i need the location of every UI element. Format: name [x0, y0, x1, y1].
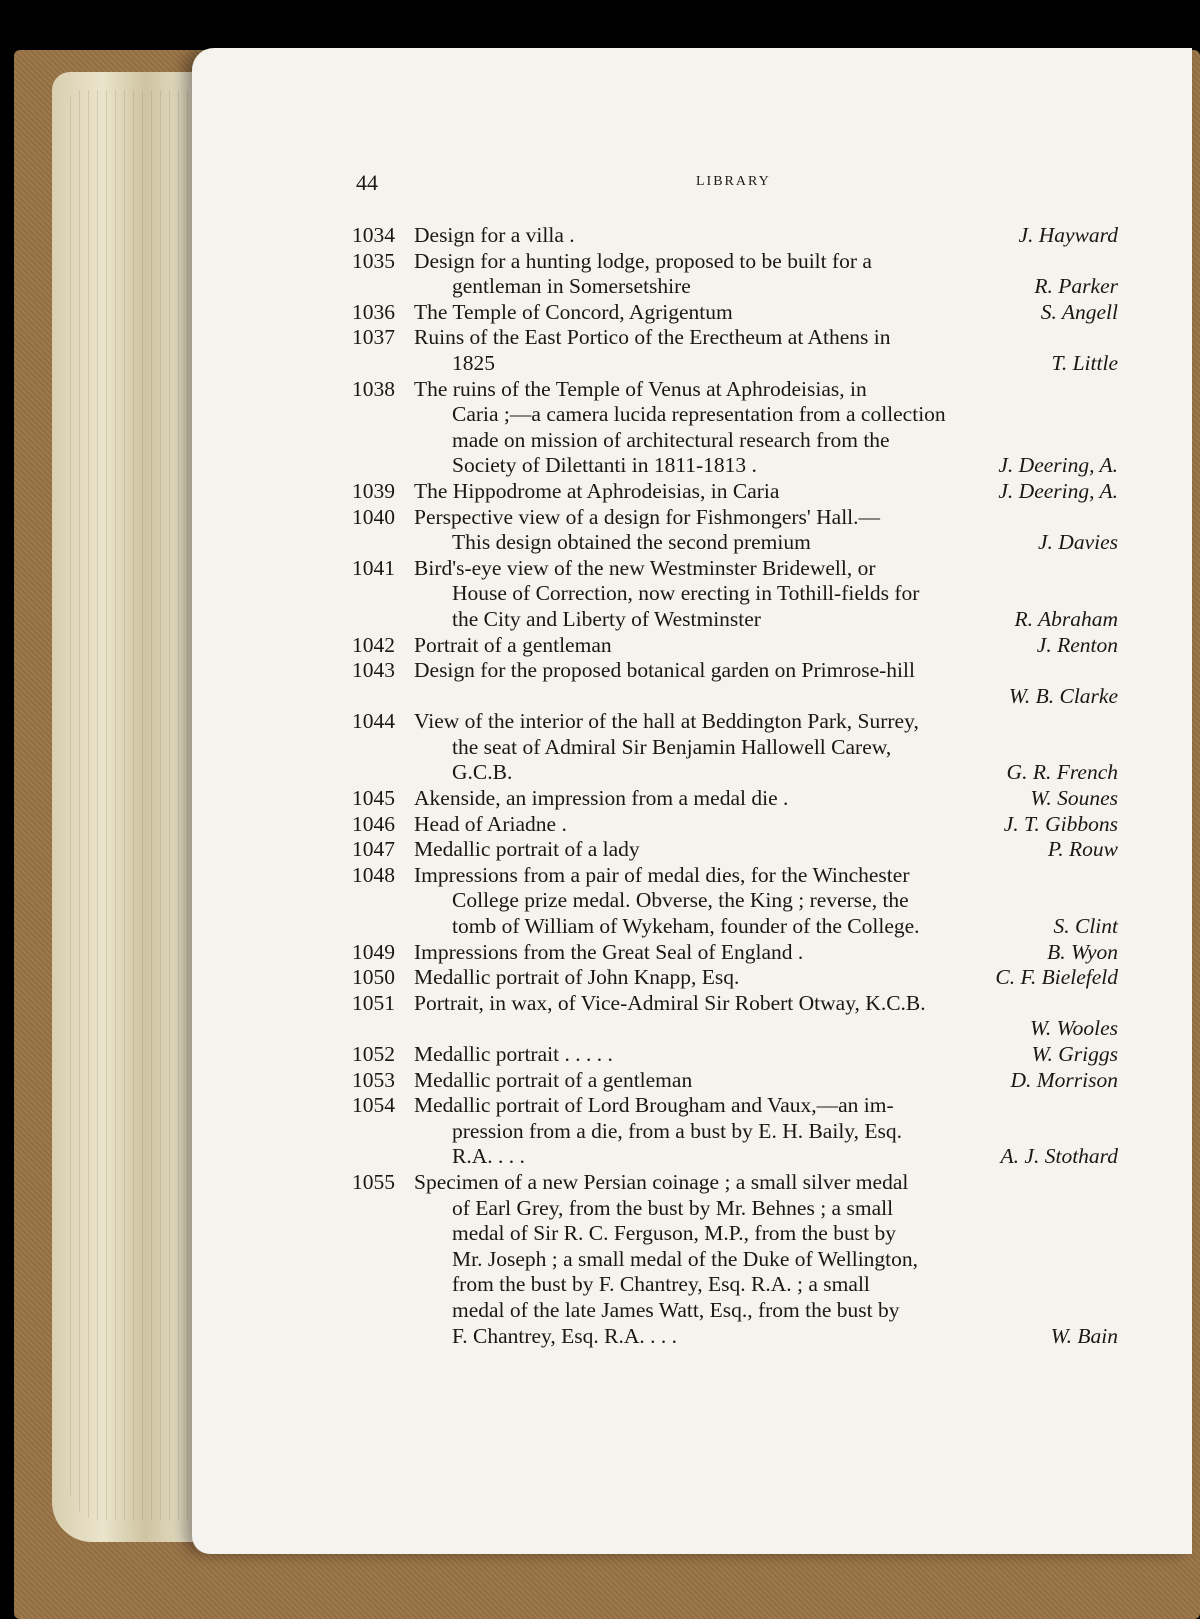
- entry-description: the seat of Admiral Sir Benjamin Hallowell Carew,: [452, 734, 892, 759]
- entry-artist: T. Little: [1051, 350, 1118, 375]
- entry-description: Caria ;—a camera lucida representation from a collection: [452, 402, 946, 427]
- entry-body: [414, 1170, 1118, 1349]
- entry-description: House of Correction, now erecting in Tothill-fields for: [452, 581, 920, 606]
- catalogue-entry: [352, 837, 1118, 863]
- entry-body: [414, 837, 1118, 863]
- entry-description: Specimen of a new Persian coinage ; a small silver medal: [414, 1169, 909, 1194]
- entry-description: F. Chantrey, Esq. R.A. . . .: [452, 1323, 678, 1348]
- entry-line: [414, 505, 1118, 531]
- entry-description: Impressions from the Great Seal of England .: [414, 939, 804, 964]
- entry-line: [414, 1042, 1118, 1068]
- entry-line: [414, 223, 1118, 249]
- entry-description: the City and Liberty of Westminster: [452, 606, 761, 631]
- entry-line: [414, 1068, 1118, 1094]
- entry-line: [414, 325, 1118, 351]
- entry-line: [414, 428, 1118, 454]
- entry-body: [414, 709, 1118, 786]
- catalogue-entry: [352, 812, 1118, 838]
- catalogue-entry: [352, 1042, 1118, 1068]
- entry-description: 1825: [452, 350, 495, 375]
- entry-body: [414, 223, 1118, 249]
- entry-line: [414, 786, 1118, 812]
- entry-artist: R. Parker: [1034, 274, 1118, 299]
- entry-number: 1050: [352, 965, 395, 990]
- entry-number: 1043: [352, 658, 395, 683]
- entry-description: Medallic portrait of John Knapp, Esq.: [414, 965, 740, 990]
- entry-line: [414, 1221, 1118, 1247]
- entry-number: 1055: [352, 1169, 395, 1194]
- catalogue-entry: [352, 377, 1118, 479]
- entry-artist: S. Angell: [1040, 299, 1118, 324]
- entry-artist: S. Clint: [1053, 914, 1118, 939]
- entry-number: 1035: [352, 248, 395, 273]
- entry-artist: W. Wooles: [1029, 1016, 1118, 1041]
- entry-line: [414, 684, 1118, 710]
- page-edge-lines: [70, 90, 210, 1520]
- entry-number: 1051: [352, 990, 395, 1015]
- entry-body: [414, 479, 1118, 505]
- catalogue-entry: [352, 940, 1118, 966]
- entry-artist: R. Abraham: [1014, 606, 1118, 631]
- entry-line: [414, 914, 1118, 940]
- entry-line: [414, 1324, 1118, 1350]
- catalogue-entry: [352, 786, 1118, 812]
- entry-artist: D. Morrison: [1010, 1067, 1118, 1092]
- entry-description: College prize medal. Obverse, the King ; reverse, the: [452, 888, 909, 913]
- entry-number: 1042: [352, 632, 395, 657]
- entry-body: [414, 786, 1118, 812]
- entry-body: [414, 325, 1118, 376]
- entry-description: Design for the proposed botanical garden on Primrose-hill: [414, 658, 915, 683]
- entry-number: 1044: [352, 709, 395, 734]
- entry-artist: A. J. Stothard: [1000, 1144, 1118, 1169]
- entry-body: [414, 812, 1118, 838]
- catalogue-entry: [352, 633, 1118, 659]
- entry-body: [414, 1042, 1118, 1068]
- entry-number: 1054: [352, 1093, 395, 1118]
- catalogue-entry: [352, 709, 1118, 786]
- entry-description: Design for a villa .: [414, 223, 575, 247]
- entry-artist: J. Hayward: [1018, 223, 1118, 247]
- entry-description: Ruins of the East Portico of the Erectheum at Athens in: [414, 325, 891, 350]
- entry-artist: W. Sounes: [1030, 786, 1118, 811]
- entry-line: [414, 377, 1118, 403]
- entry-line: [414, 1093, 1118, 1119]
- entry-artist: B. Wyon: [1047, 939, 1118, 964]
- entry-line: [414, 274, 1118, 300]
- entry-number: 1048: [352, 862, 395, 887]
- entry-artist: W. B. Clarke: [1008, 683, 1118, 708]
- entry-line: [414, 453, 1118, 479]
- entry-artist: J. T. Gibbons: [1003, 811, 1118, 836]
- entry-description: made on mission of architectural research from the: [452, 427, 890, 452]
- entry-description: medal of the late James Watt, Esq., from the bust by: [452, 1297, 900, 1322]
- catalogue-entry: [352, 479, 1118, 505]
- catalogue-entry: [352, 965, 1118, 991]
- catalogue-entry: [352, 658, 1118, 709]
- catalogue-entry: [352, 991, 1118, 1042]
- entry-number: 1049: [352, 939, 395, 964]
- entry-artist: W. Griggs: [1031, 1042, 1118, 1066]
- entry-description: Portrait, in wax, of Vice-Admiral Sir Robert Otway, K.C.B.: [414, 990, 926, 1015]
- entry-line: [414, 863, 1118, 889]
- catalogue-entry: [352, 249, 1118, 300]
- catalogue-entries: [352, 223, 1118, 1349]
- entry-body: [414, 249, 1118, 300]
- entry-line: [414, 837, 1118, 863]
- entry-description: tomb of William of Wykeham, founder of the College.: [452, 914, 920, 939]
- entry-description: gentleman in Somersetshire: [452, 274, 691, 299]
- entry-line: [414, 1247, 1118, 1273]
- entry-line: [414, 940, 1118, 966]
- catalogue-entry: [352, 505, 1118, 556]
- entry-line: [414, 812, 1118, 838]
- catalogue-entry: [352, 863, 1118, 940]
- entry-line: [414, 658, 1118, 684]
- catalogue-entry: [352, 223, 1118, 249]
- entry-description: Mr. Joseph ; a small medal of the Duke of Wellington,: [452, 1246, 919, 1271]
- entry-description: Head of Ariadne .: [414, 811, 567, 836]
- entry-artist: J. Davies: [1038, 530, 1118, 555]
- entry-line: [414, 402, 1118, 428]
- entry-number: 1039: [352, 478, 395, 503]
- entry-body: [414, 300, 1118, 326]
- entry-line: [414, 1016, 1118, 1042]
- entry-line: [414, 300, 1118, 326]
- entry-line: [414, 1170, 1118, 1196]
- entry-description: The Hippodrome at Aphrodeisias, in Caria: [414, 478, 780, 503]
- catalogue-entry: [352, 1170, 1118, 1349]
- entry-line: [414, 1196, 1118, 1222]
- running-head: [356, 170, 1116, 200]
- entry-line: [414, 709, 1118, 735]
- entry-line: [414, 530, 1118, 556]
- catalogue-entry: [352, 1093, 1118, 1170]
- entry-description: Perspective view of a design for Fishmongers' Hall.—: [414, 504, 881, 529]
- entry-number: 1040: [352, 504, 395, 529]
- entry-number: 1047: [352, 837, 395, 862]
- entry-line: [414, 1298, 1118, 1324]
- entry-line: [414, 965, 1118, 991]
- entry-line: [414, 1144, 1118, 1170]
- entry-body: [414, 863, 1118, 940]
- entry-number: 1053: [352, 1067, 395, 1092]
- entry-number: 1036: [352, 299, 395, 324]
- entry-artist: J. Deering, A.: [998, 453, 1118, 478]
- catalogue-entry: [352, 325, 1118, 376]
- page-number: 44: [356, 170, 378, 195]
- entry-body: [414, 658, 1118, 709]
- entry-body: [414, 1068, 1118, 1094]
- entry-body: [414, 556, 1118, 633]
- entry-line: [414, 633, 1118, 659]
- entry-description: Portrait of a gentleman: [414, 632, 612, 657]
- entry-body: [414, 633, 1118, 659]
- entry-line: [414, 249, 1118, 275]
- entry-line: [414, 735, 1118, 761]
- entry-body: [414, 940, 1118, 966]
- entry-number: 1052: [352, 1042, 395, 1066]
- entry-description: pression from a die, from a bust by E. H. Baily, Esq.: [452, 1118, 903, 1143]
- entry-description: Design for a hunting lodge, proposed to be built for a: [414, 248, 872, 273]
- entry-line: [414, 351, 1118, 377]
- entry-body: [414, 991, 1118, 1042]
- entry-description: View of the interior of the hall at Beddington Park, Surrey,: [414, 709, 919, 734]
- entry-description: This design obtained the second premium: [452, 530, 811, 555]
- entry-description: The Temple of Concord, Agrigentum: [414, 299, 733, 324]
- entry-description: The ruins of the Temple of Venus at Aphrodeisias, in: [414, 376, 867, 401]
- catalogue-entry: [352, 300, 1118, 326]
- entry-line: [414, 581, 1118, 607]
- entry-artist: J. Renton: [1036, 632, 1118, 657]
- entry-description: Impressions from a pair of medal dies, for the Winchester: [414, 862, 910, 887]
- running-title: LIBRARY: [696, 174, 771, 189]
- entry-description: G.C.B.: [452, 760, 513, 785]
- entry-description: Medallic portrait . . . . .: [414, 1042, 613, 1066]
- entry-number: 1037: [352, 325, 395, 350]
- entry-body: [414, 965, 1118, 991]
- entry-number: 1038: [352, 376, 395, 401]
- entry-description: medal of Sir R. C. Ferguson, M.P., from the bust by: [452, 1221, 896, 1246]
- entry-artist: P. Rouw: [1047, 837, 1118, 862]
- entry-artist: W. Bain: [1050, 1323, 1118, 1348]
- entry-line: [414, 888, 1118, 914]
- entry-description: R.A. . . .: [452, 1144, 525, 1169]
- entry-number: 1046: [352, 811, 395, 836]
- entry-description: Society of Dilettanti in 1811-1813 .: [452, 453, 757, 478]
- catalogue-entry: [352, 1068, 1118, 1094]
- entry-description: Medallic portrait of a lady: [414, 837, 640, 862]
- entry-body: [414, 505, 1118, 556]
- entry-description: from the bust by F. Chantrey, Esq. R.A. ; a small: [452, 1272, 870, 1297]
- entry-number: 1034: [352, 223, 395, 247]
- entry-artist: J. Deering, A.: [998, 478, 1118, 503]
- entry-body: [414, 377, 1118, 479]
- entry-number: 1045: [352, 786, 395, 811]
- entry-line: [414, 760, 1118, 786]
- entry-artist: C. F. Bielefeld: [995, 965, 1118, 990]
- entry-number: 1041: [352, 555, 395, 580]
- entry-description: of Earl Grey, from the bust by Mr. Behnes ; a small: [452, 1195, 894, 1220]
- entry-description: Medallic portrait of Lord Brougham and Vaux,—an im-: [414, 1093, 894, 1118]
- entry-line: [414, 991, 1118, 1017]
- entry-description: Akenside, an impression from a medal die .: [414, 786, 789, 811]
- entry-line: [414, 1272, 1118, 1298]
- catalogue-entry: [352, 556, 1118, 633]
- entry-artist: G. R. French: [1006, 760, 1118, 785]
- entry-line: [414, 1119, 1118, 1145]
- entry-line: [414, 479, 1118, 505]
- entry-line: [414, 556, 1118, 582]
- entry-description: Bird's-eye view of the new Westminster Bridewell, or: [414, 555, 876, 580]
- entry-line: [414, 607, 1118, 633]
- entry-description: Medallic portrait of a gentleman: [414, 1067, 693, 1092]
- entry-body: [414, 1093, 1118, 1170]
